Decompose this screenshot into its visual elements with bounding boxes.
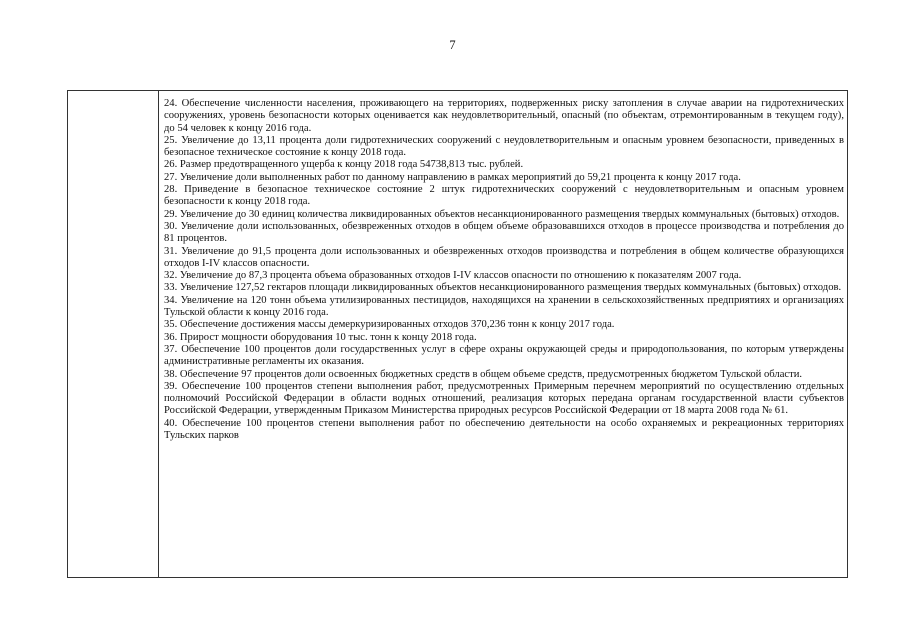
indicator-item-24: 24. Обеспечение численности населения, проживающего на территориях, подверженных риску затопления в случае аварии на гидротехнических сооружениях, уровень безопасности которых оценивается как неудовлетворительный, опасный (по объектам, отремонтированным в текущем году), до 54 человек к концу 2016 года.	[164, 98, 844, 134]
indicator-item-35: 35. Обеспечение достижения массы демеркуризированных отходов 370,236 тонн к концу 2017 года.	[164, 319, 615, 331]
indicator-item-37: 37. Обеспечение 100 процентов доли государственных услуг в сфере охраны окружающей среды и природопользования, по которым утверждены административные регламенты их оказания.	[164, 343, 844, 368]
indicator-item-31: 31. Увеличение до 91,5 процента доли использованных и обезвреженных отходов производства и потребления в общем количестве образующихся отходов I-IV классов опасности.	[164, 245, 844, 269]
indicator-item-40: 40. Обеспечение 100 процентов степени выполнения работ по обеспечению деятельности на особо охраняемых и рекреационных территориях Тульских парков	[164, 417, 844, 442]
indicator-item-30: 30. Увеличение доли использованных, обезвреженных отходов в общем объеме образовавшихся отходов в процессе производства и потребления до 81 процентов.	[164, 220, 844, 245]
indicator-item-38: 38. Обеспечение 97 процентов доли освоенных бюджетных средств в общем объеме средств, предусмотренных бюджетом Тульской области.	[164, 368, 803, 380]
indicators-table	[67, 90, 848, 578]
indicator-item-33: 33. Увеличение 127,52 гектаров площади ликвидированных объектов несанкционированного размещения твердых коммунальных (бытовых) отходов.	[164, 282, 842, 294]
indicator-item-28: 28. Приведение в безопасное техническое состояние 2 штук гидротехнических сооружений с неудовлетворительным и опасным уровнем безопасности к концу 2018 года.	[164, 184, 844, 208]
indicator-item-39: 39. Обеспечение 100 процентов степени выполнения работ, предусмотренных Примерным перечнем мероприятий по осуществлению отдельных полномочий Российской Федерации в области водных отношений, реализация которых передана органам государственной власти субъектов Российской Федерации, утвержденным Приказом Министерства природных ресурсов Российской Федерации от 18 марта 2008 года № 61.	[164, 380, 844, 417]
indicator-item-29: 29. Увеличение до 30 единиц количества ликвидированных объектов несанкционированного размещения твердых коммунальных (бытовых) отходов.	[164, 208, 840, 220]
indicator-item-27: 27. Увеличение доли выполненных работ по данному направлению в рамках мероприятий до 59,21 процента к концу 2017 года.	[164, 171, 741, 183]
page-number: 7	[449, 38, 456, 52]
indicator-item-25: 25. Увеличение до 13,11 процента доли гидротехнических сооружений с неудовлетворительным и опасным уровнем безопасности, приведенных в безопасное техническое состояние к концу 2018 года.	[164, 134, 844, 159]
indicator-item-32: 32. Увеличение до 87,3 процента объема образованных отходов I-IV классов опасности по отношению к показателям 2007 года.	[164, 270, 742, 282]
indicator-item-36: 36. Прирост мощности оборудования 10 тыс. тонн к концу 2018 года.	[164, 331, 477, 343]
indicator-item-34: 34. Увеличение на 120 тонн объема утилизированных пестицидов, находящихся на хранении в сельскохозяйственных предприятиях и организациях Тульской области к концу 2016 года.	[164, 294, 844, 319]
indicators-cell	[164, 98, 844, 442]
table-column-divider	[158, 91, 159, 577]
indicator-item-26: 26. Размер предотвращенного ущерба к концу 2018 года 54738,813 тыс. рублей.	[164, 159, 524, 171]
